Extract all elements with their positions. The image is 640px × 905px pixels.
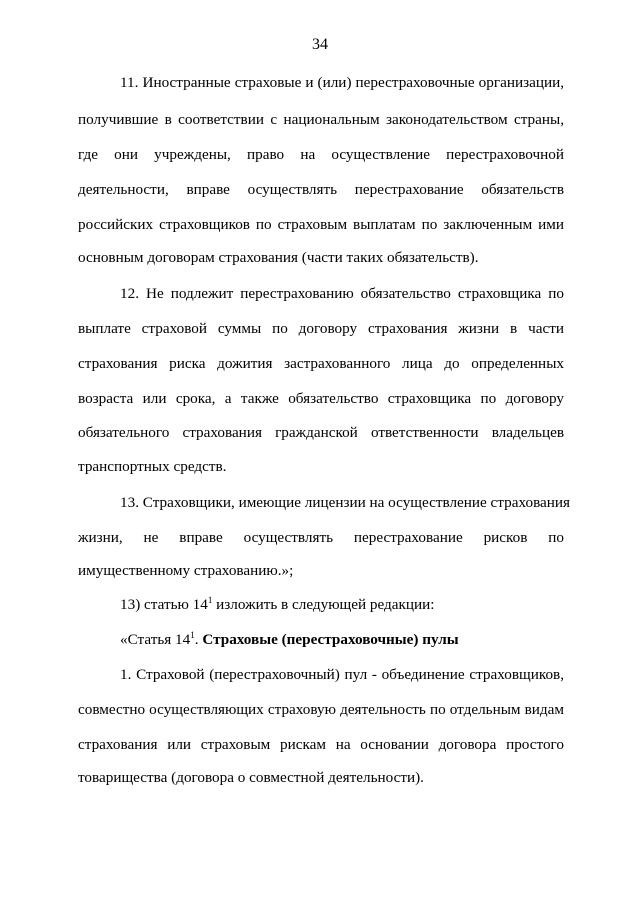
paragraph-11-line-2: получившие в соответствии с национальным законодательством страны,: [78, 111, 564, 128]
paragraph-12-line-4: возраста или срока, а также обязательство страховщика по договору: [78, 390, 564, 407]
paragraph-11-line-5: российских страховщиков по страховым выплатам по заключенным ими: [78, 216, 564, 233]
article-heading: [120, 631, 564, 649]
amendment-13-superscript: 1: [207, 595, 213, 605]
page-number: 34: [312, 36, 328, 53]
article-title: Страховые (перестраховочные) пулы: [202, 631, 459, 648]
paragraph-1-line-4: товарищества (договора о совместной деятельности).: [78, 769, 424, 786]
paragraph-12-line-1: 12. Не подлежит перестрахованию обязательство страховщика по: [120, 285, 564, 302]
paragraph-1-line-2: совместно осуществляющих страховую деятельность по отдельным видам: [78, 701, 564, 718]
paragraph-11-line-4: деятельности, вправе осуществлять перестрахование обязательств: [78, 181, 564, 198]
paragraph-12-line-3: страхования риска дожития застрахованного лица до определенных: [78, 355, 564, 372]
paragraph-13-line-3: имущественному страхованию.»;: [78, 562, 294, 579]
article-superscript: 1: [190, 630, 195, 640]
paragraph-12-line-2: выплате страховой суммы по договору страхования жизни в части: [78, 320, 564, 337]
paragraph-12-line-6: транспортных средств.: [78, 458, 227, 475]
amendment-13-prefix: 13) статью 14: [120, 596, 208, 613]
amendment-13-line: [120, 596, 564, 614]
amendment-13-suffix: изложить в следующей редакции:: [212, 596, 435, 613]
paragraph-1-line-1: 1. Страховой (перестраховочный) пул - объединение страховщиков,: [120, 666, 564, 683]
paragraph-12-line-5: обязательного страхования гражданской ответственности владельцев: [78, 424, 564, 441]
article-prefix: «Статья 14: [120, 631, 191, 648]
paragraph-11-line-6: основным договорам страхования (части таких обязательств).: [78, 249, 479, 266]
paragraph-11-line-3: где они учреждены, право на осуществление перестраховочной: [78, 146, 564, 163]
paragraph-13-line-1: 13. Страховщики, имеющие лицензии на осуществление страхования: [120, 494, 571, 511]
paragraph-11-line-1: 11. Иностранные страховые и (или) перестраховочные организации,: [120, 74, 564, 91]
paragraph-13-line-2: жизни, не вправе осуществлять перестрахование рисков по: [78, 529, 564, 546]
paragraph-1-line-3: страхования или страховым рискам на основании договора простого: [78, 736, 564, 753]
article-dot: .: [194, 631, 203, 648]
